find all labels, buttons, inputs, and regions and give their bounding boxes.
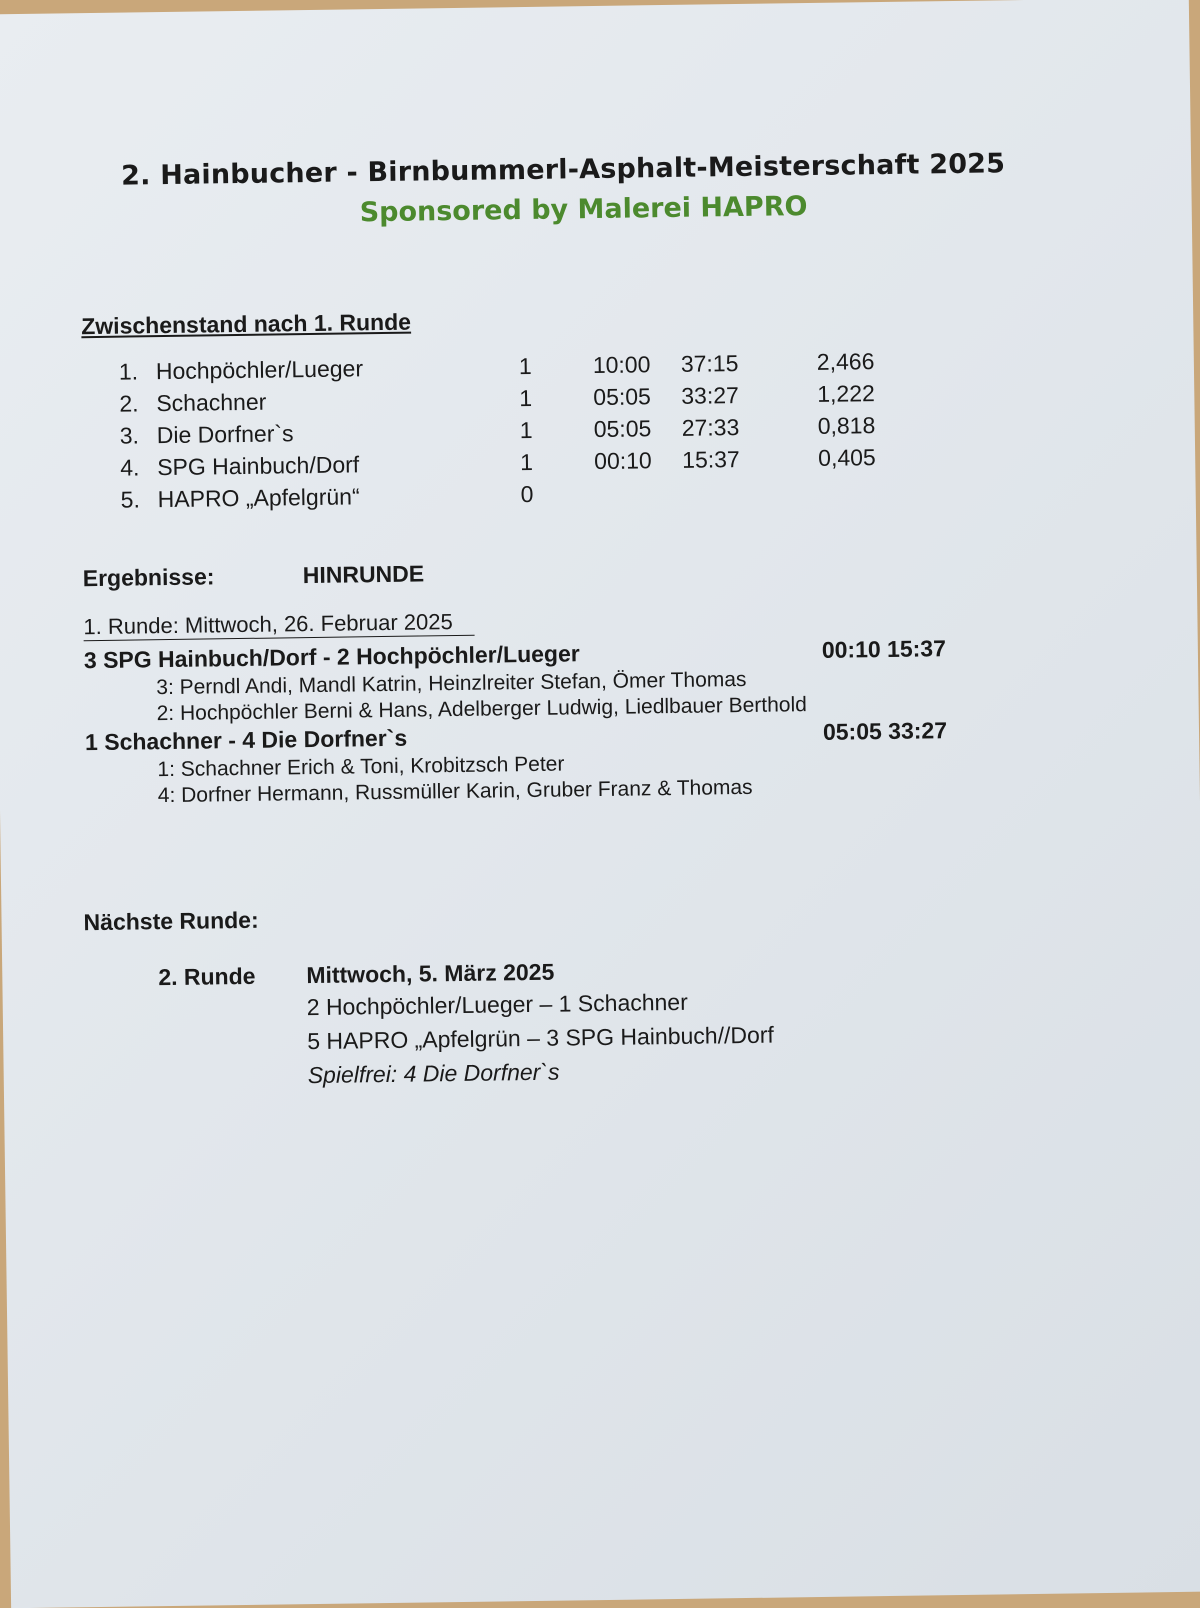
round-heading: 1. Runde: Mittwoch, 26. Februar 2025	[83, 609, 475, 641]
quotient: 0,818	[817, 412, 876, 439]
time-2: 15:37	[681, 446, 740, 473]
sponsor-subtitle: Sponsored by Malerei HAPRO	[359, 191, 808, 229]
rank: 5.	[120, 486, 141, 513]
time-2: 37:15	[680, 350, 739, 377]
next-round-date: Mittwoch, 5. März 2025	[306, 958, 555, 989]
player-list: 1: Schachner Erich & Toni, Krobitzsch Peter	[157, 752, 565, 782]
team-name: Die Dorfner`s	[156, 420, 294, 449]
time-1: 10:00	[592, 351, 651, 379]
match-result	[84, 635, 964, 674]
rank: 4.	[120, 454, 140, 481]
bye-note: Spielfrei: 4 Die Dorfner`s	[307, 1058, 560, 1089]
team-name: Hochpöchler/Lueger	[155, 355, 364, 385]
points: 1	[519, 384, 533, 412]
time-1: 00:10	[594, 447, 652, 475]
results-label: Ergebnisse:	[82, 563, 215, 592]
document-title: 2. Hainbucher - Birnbummerl-Asphalt-Meisterschaft 2025	[120, 148, 1006, 192]
results-phase: HINRUNDE	[302, 560, 425, 589]
rank: 1.	[118, 358, 139, 385]
match-title: 1 Schachner - 4 Die Dorfner`s	[84, 724, 408, 756]
team-name: SPG Hainbuch/Dorf	[157, 451, 360, 481]
points: 1	[520, 448, 534, 476]
next-round-label: Nächste Runde:	[83, 906, 259, 936]
player-list: 2: Hochpöchler Berni & Hans, Adelberger Ludwig, Liedlbauer Berthold	[156, 693, 807, 726]
team-name: Schachner	[156, 388, 267, 417]
quotient: 1,222	[817, 380, 876, 407]
player-list: 3: Perndl Andi, Mandl Katrin, Heinzlreiter Stefan, Ömer Thomas	[156, 667, 747, 700]
points: 1	[519, 416, 533, 444]
rank: 3.	[119, 422, 140, 449]
match-title: 3 SPG Hainbuch/Dorf - 2 Hochpöchler/Lueger	[83, 640, 580, 674]
time-2: 27:33	[681, 414, 740, 441]
time-1: 05:05	[593, 383, 652, 411]
next-round-number: 2. Runde	[158, 962, 256, 991]
player-list: 4: Dorfner Hermann, Russmüller Karin, Gruber Franz & Thomas	[157, 775, 753, 808]
match-score: 00:10 15:37	[821, 635, 947, 663]
rank: 2.	[119, 390, 139, 417]
quotient: 2,466	[816, 348, 875, 375]
quotient: 0,405	[817, 444, 876, 471]
standings-table	[119, 348, 921, 519]
match-score: 05:05 33:27	[822, 717, 948, 745]
time-2: 33:27	[681, 382, 740, 409]
team-name: HAPRO „Apfelgrün“	[157, 483, 360, 513]
points: 0	[520, 480, 534, 508]
standings-heading: Zwischenstand nach 1. Runde	[81, 308, 412, 340]
points: 1	[518, 352, 532, 380]
pairing: 2 Hochpöchler/Lueger – 1 Schachner	[306, 988, 688, 1021]
time-1: 05:05	[593, 415, 652, 443]
pairing: 5 HAPRO „Apfelgrün – 3 SPG Hainbuch//Dorf	[307, 1021, 774, 1055]
